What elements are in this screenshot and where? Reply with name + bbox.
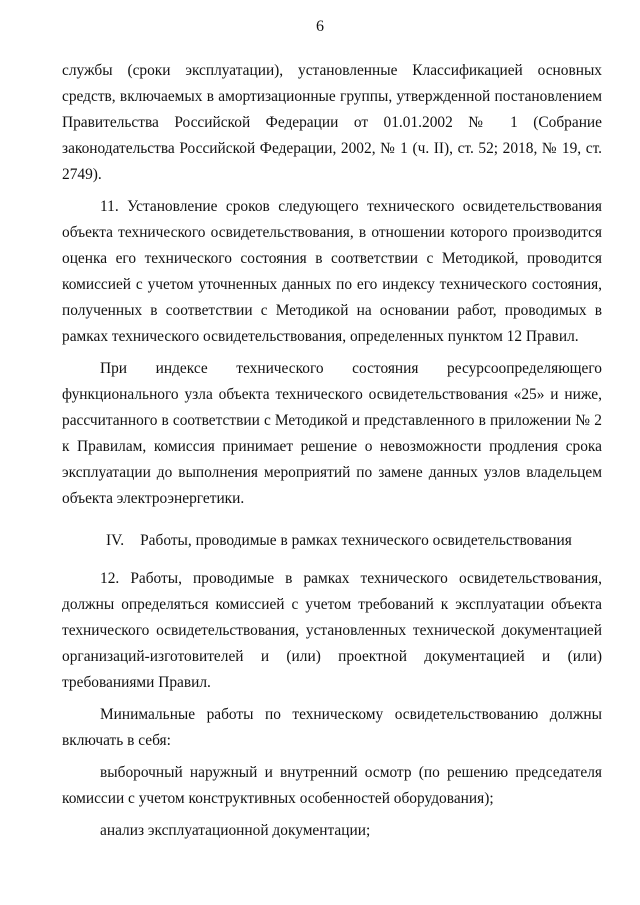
page-number: 6	[316, 18, 324, 35]
list-item-documentation-analysis: анализ эксплуатационной документации;	[100, 822, 371, 839]
paragraph-intro: службы (сроки эксплуатации), установленные Классификацией основных средств, включаемых в амортизационные группы, утвержденной постановлением Правительства Российской Федерации от 01.01.2002 № 1 (Собрание законодательства Российской Федерации, 2002, № 1 (ч. II), ст. 52; 2018, № 19, ст. 2749).	[62, 62, 602, 183]
paragraph-11-continuation: При индексе технического состояния ресурсоопределяющего функционального узла объекта технического освидетельствования «25» и ниже, рассчитанного в соответствии с Методикой и представленного в приложении № 2 к Правилам, комиссия принимает решение о невозможности продления срока эксплуатации до выполнения мероприятий по замене данных узлов владельцем объекта электроэнергетики.	[62, 360, 602, 507]
paragraph-11: 11. Установление сроков следующего технического освидетельствования объекта технического освидетельствования, в отношении которого производится оценка его технического состояния в соответствии с Методикой, проводится комиссией с учетом уточненных данных по его индексу технического состояния, полученных в соответствии с Методикой на основании работ, проводимых в рамках технического освидетельствования, определенных пунктом 12 Правил.	[62, 198, 602, 345]
paragraph-12-minimal-works: Минимальные работы по техническому освидетельствованию должны включать в себя:	[62, 706, 602, 749]
section-heading	[62, 528, 602, 554]
document-body	[62, 58, 602, 844]
list-item-inspection: выборочный наружный и внутренний осмотр (по решению председателя комиссии с учетом конструктивных особенностей оборудования);	[62, 764, 602, 807]
paragraph-12: 12. Работы, проводимые в рамках технического освидетельствования, должны определяться комиссией с учетом требований к эксплуатации объекта технического освидетельствования, установленных технической документацией организаций-изготовителей и (или) проектной документацией и (или) требованиями Правил.	[62, 570, 602, 691]
section-title: Работы, проводимые в рамках технического освидетельствования	[140, 532, 572, 549]
section-number: IV.	[106, 532, 125, 549]
